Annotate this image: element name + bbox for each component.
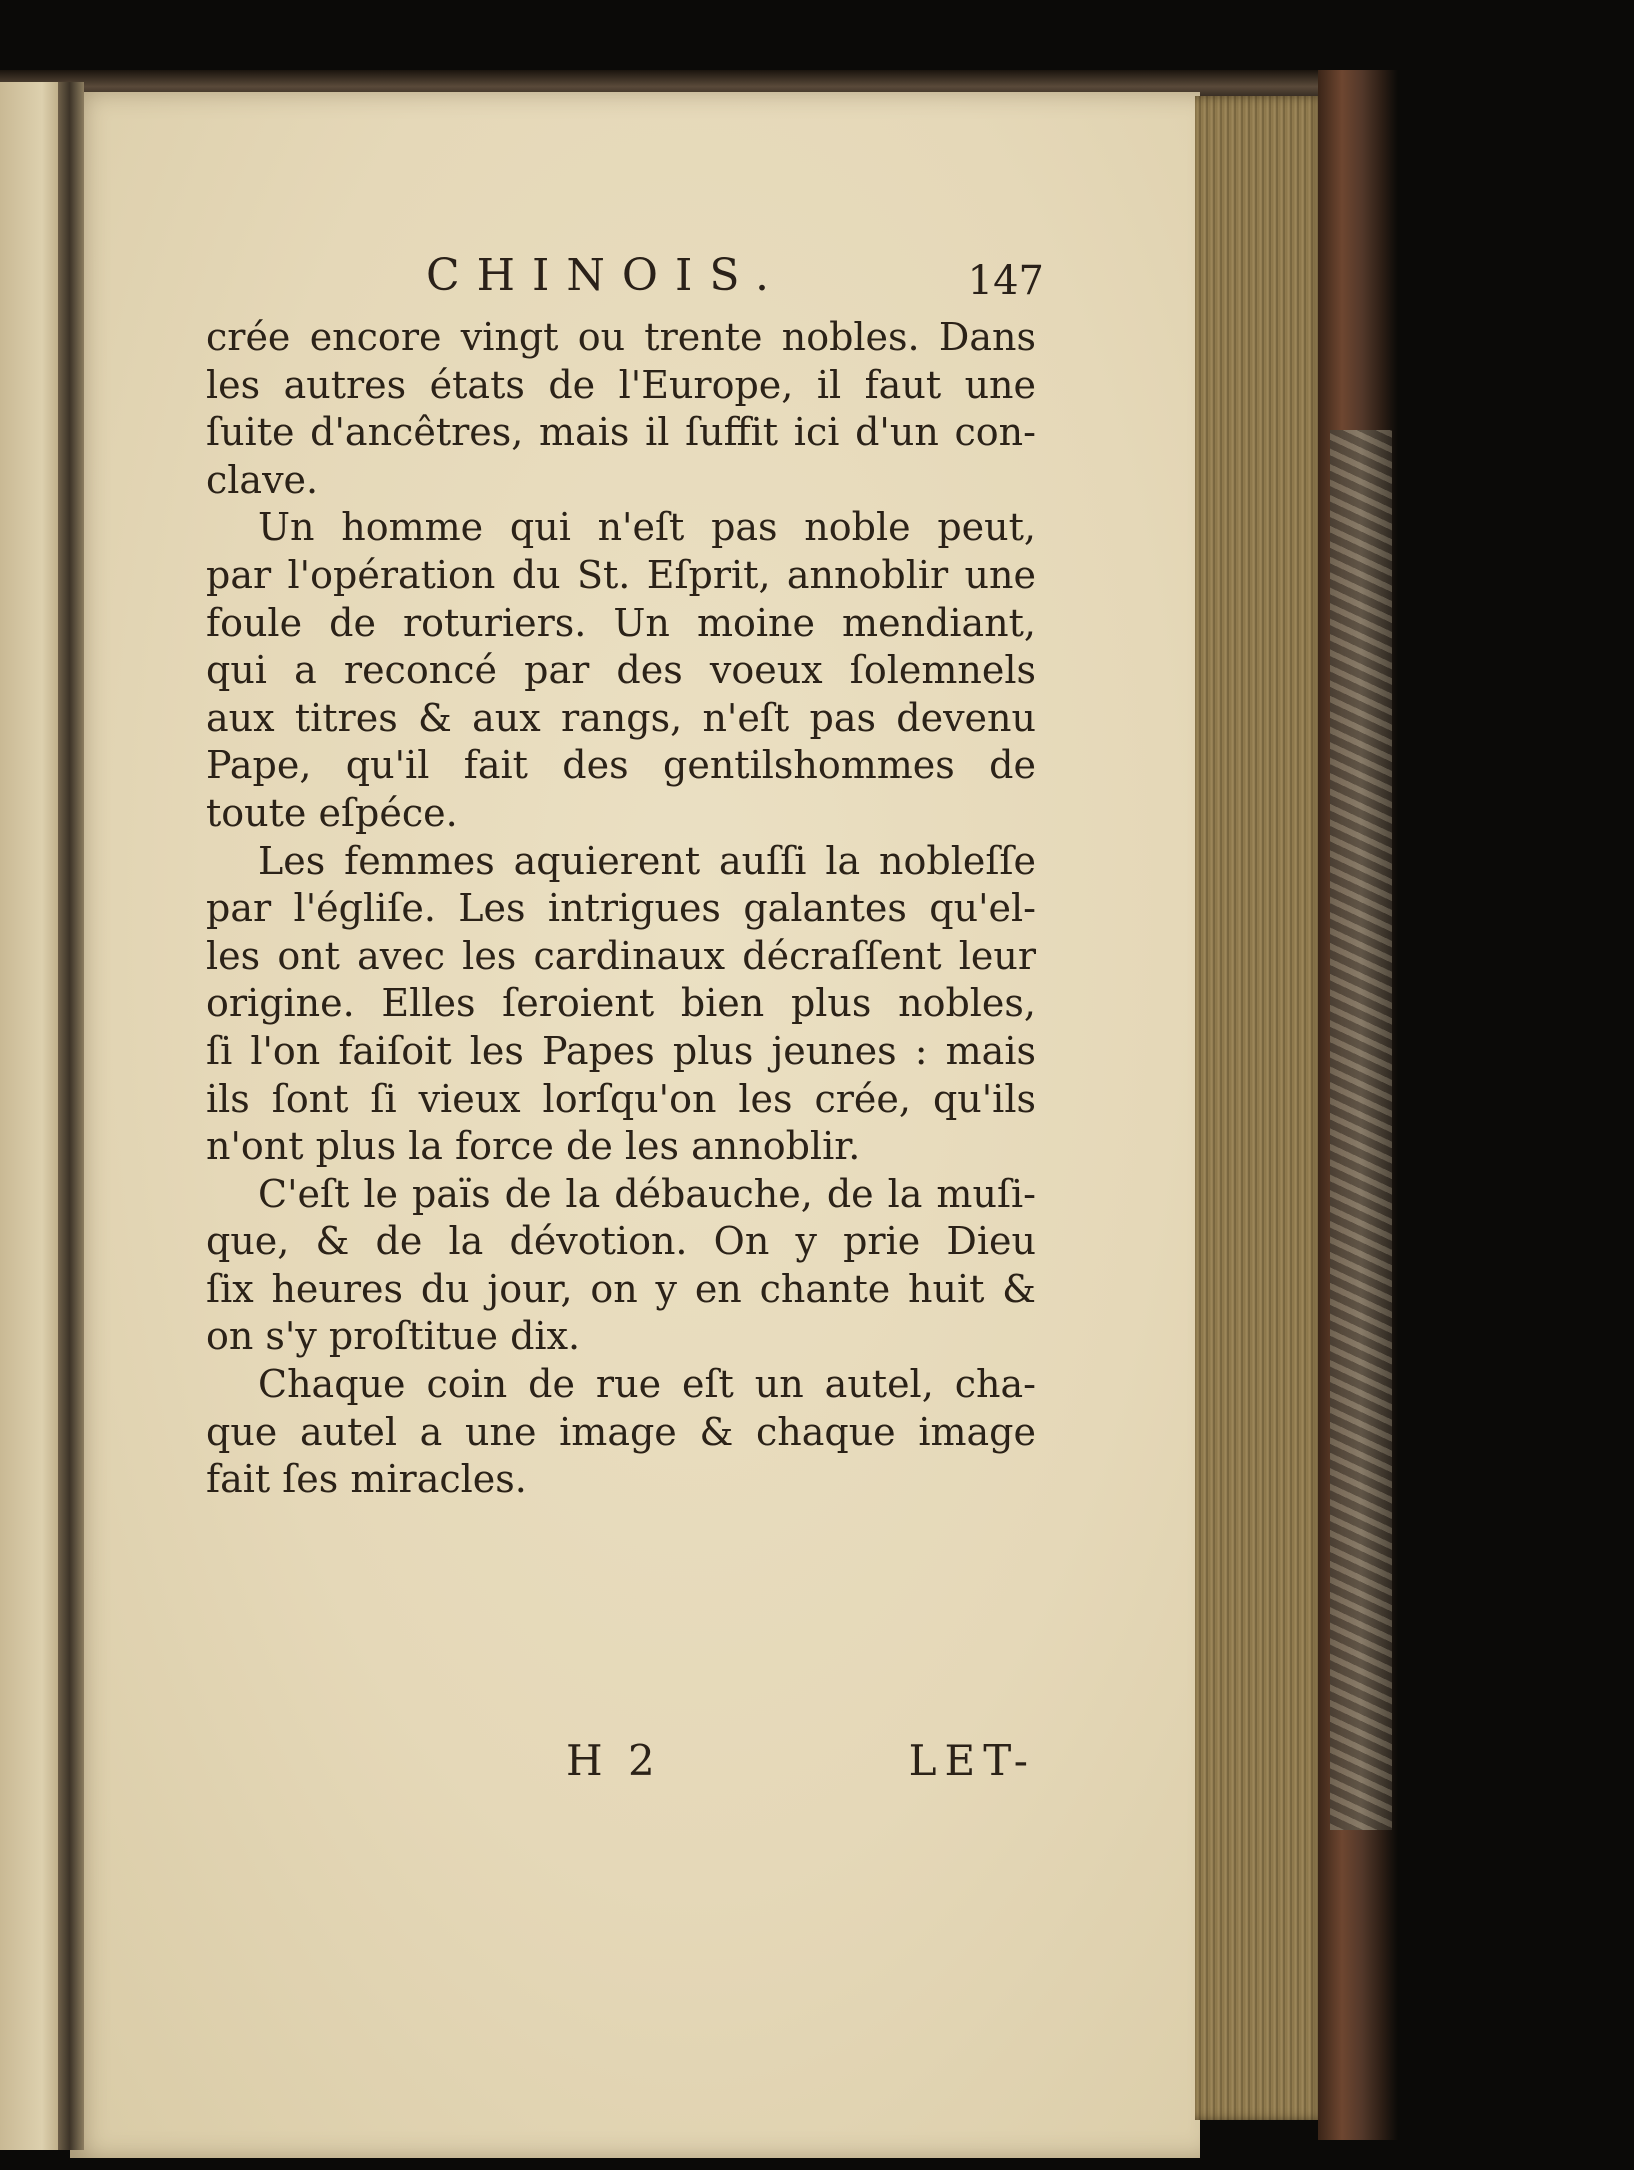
text-line: origine. Elles ſeroient bien plus nobles, (206, 981, 1036, 1026)
text-line: Chaque coin de rue eſt un autel, cha- (258, 1362, 1036, 1407)
text-line: ils ſont ſi vieux lorſqu'on les crée, qu'ils (206, 1076, 1036, 1121)
page-edges-stack (1195, 96, 1325, 2120)
text-line: n'ont plus la force de les annoblir. (206, 1124, 861, 1169)
body-text (206, 314, 1036, 1504)
marbled-cover-board (1330, 430, 1392, 1830)
text-line: on s'y proſtitue dix. (206, 1314, 581, 1359)
text-line: aux titres & aux rangs, n'eſt pas devenu (206, 695, 1036, 740)
text-line: Les femmes aquierent auſſi la nobleſſe (258, 838, 1036, 883)
text-line: que autel a une image & chaque image (206, 1409, 1036, 1454)
text-line: que, & de la dévotion. On y prie Dieu (206, 1219, 1036, 1264)
running-head (206, 250, 1044, 314)
book-gutter (58, 82, 84, 2150)
text-line: Pape, qu'il fait des gentilshommes de (206, 743, 1036, 788)
text-line: ſix heures du jour, on y en chante huit & (206, 1266, 1036, 1311)
text-line: foule de roturiers. Un moine mendiant, (206, 600, 1036, 645)
page-footer (206, 1736, 1036, 1796)
text-line: crée encore vingt ou trente nobles. Dans (206, 315, 1036, 359)
signature-mark: H 2 (566, 1736, 661, 1785)
catchword: LET- (908, 1736, 1036, 1785)
text-line: fait ſes miracles. (206, 1457, 527, 1502)
text-line: les ont avec les cardinaux décraſſent leur (206, 933, 1036, 978)
page-number: 147 (967, 258, 1044, 304)
text-line: clave. (206, 457, 319, 502)
text-line: Un homme qui n'eſt pas noble peut, (258, 505, 1036, 550)
text-line: par l'égliſe. Les intrigues galantes qu'el- (206, 886, 1036, 931)
text-line: ſuite d'ancêtres, mais il ſuffit ici d'un con- (206, 410, 1036, 455)
text-line: par l'opération du St. Eſprit, annoblir une (206, 552, 1036, 597)
page-text-block (206, 250, 1044, 1504)
text-line: toute eſpéce. (206, 790, 458, 835)
text-line: les autres états de l'Europe, il faut une (206, 362, 1036, 407)
text-line: qui a reconcé par des voeux ſolemnels (206, 648, 1036, 693)
text-line: ſi l'on faiſoit les Papes plus jeunes : mais (206, 1028, 1036, 1073)
text-line: C'eſt le païs de la débauche, de la muſi- (258, 1171, 1036, 1216)
running-title: CHINOIS. (426, 250, 786, 301)
